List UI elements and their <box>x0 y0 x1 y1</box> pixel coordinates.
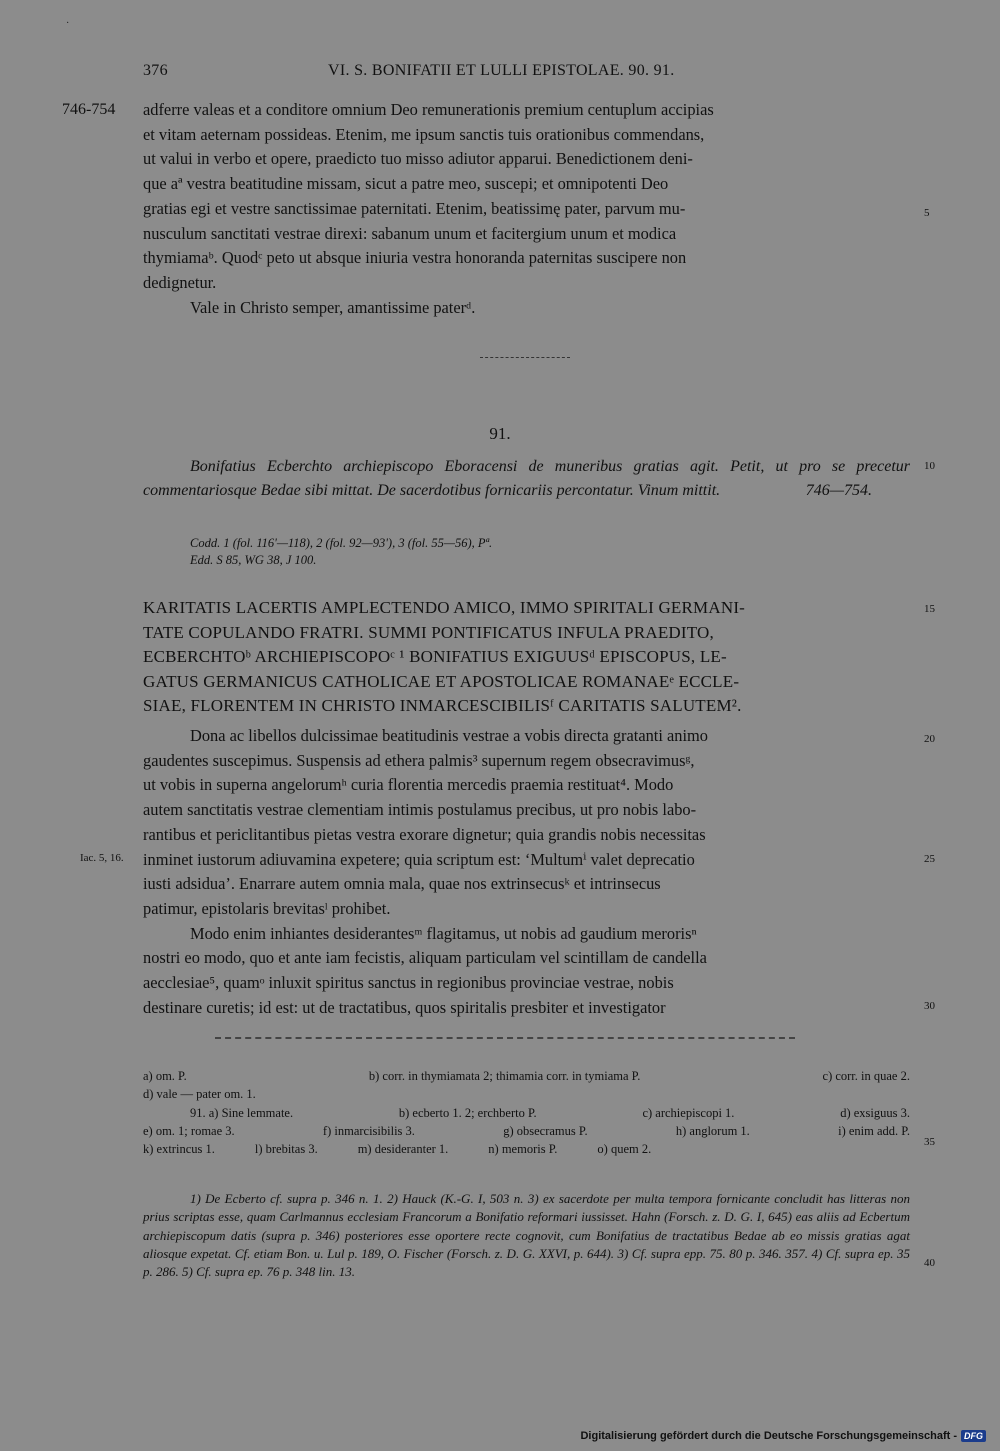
text-line: inminet iustorum adiuvamina expetere; quia scriptum est: ‘Multumⁱ valet deprecatio <box>143 849 695 869</box>
apparatus-entry: f) inmarcisibilis 3. <box>322 1123 415 1138</box>
margin-date: 746-754 <box>62 101 116 118</box>
credit-text: Digitalisierung gefördert durch die Deutsche Forschungsgemeinschaft - <box>580 1430 957 1442</box>
margin-tick: · <box>66 18 70 29</box>
text-line: rantibus et periclitantibus pietas vestra exorare dignetur; quia grandis nobis necessitas <box>143 824 706 844</box>
text-line: Modo enim inhiantes desiderantesᵐ flagitamus, ut nobis ad gaudium merorisⁿ <box>190 923 697 943</box>
apparatus-entry: g) obsecramus P. <box>503 1123 588 1138</box>
margin-reference: Iac. 5, 16. <box>80 852 124 864</box>
section-divider <box>480 357 570 358</box>
codices-list <box>190 535 492 569</box>
summary-text: Bonifatius Ecberchto archiepiscopo Eboracensi de muneribus gratias agit. Petit, ut pro se precetur commentariosque Bedae sibi mittat. De sacerdotibus fornicariis percontatur. Vinum mittit. <box>143 458 910 499</box>
salutation-line: ECBERCHTOᵇ ARCHIEPISCOPOᶜ ¹ BONIFATIUS EXIGUUSᵈ EPISCOPUS, LE- <box>143 647 727 666</box>
apparatus-row <box>143 1085 910 1103</box>
apparatus-entry: h) anglorum 1. <box>675 1123 750 1138</box>
letter-summary <box>143 455 910 503</box>
apparatus-divider <box>215 1037 795 1039</box>
salutation <box>143 596 910 719</box>
salutation-line: TATE COPULANDO FRATRI. SUMMI PONTIFICATUS INFULA PRAEDITO, <box>143 622 714 642</box>
critical-apparatus <box>143 1067 910 1158</box>
apparatus-entry: c) corr. in quae 2. <box>822 1069 910 1083</box>
salutation-line: SIAE, FLORENTEM IN CHRISTO INMARCESCIBILISᶠ CARITATIS SALUTEM². <box>143 696 742 715</box>
line-number: 20 <box>924 733 935 745</box>
apparatus-entry: o) quem 2. <box>597 1142 652 1157</box>
text-line: nostri eo modo, quo et ante iam fecistis, aliquam particulam vel scintillam de candella <box>143 948 707 968</box>
apparatus-row <box>143 1140 910 1158</box>
line-number: 10 <box>924 460 935 472</box>
text-line: nusculum sanctitati vestrae direxi: sabanum unum et facitergium unum et modica <box>143 223 677 243</box>
letter-number: 91. <box>489 424 511 443</box>
apparatus-entry: d) exsiguus 3. <box>840 1105 910 1120</box>
digitization-credit <box>580 1430 986 1442</box>
apparatus-entry: c) archiepiscopi 1. <box>642 1105 735 1120</box>
apparatus-entry: i) enim add. P. <box>838 1123 910 1138</box>
line-number: 35 <box>924 1136 935 1148</box>
text-line: que aª vestra beatitudine missam, sicut a patre meo, suscepi; et omnipotenti Deo <box>143 174 669 194</box>
apparatus-entry: d) vale — pater om. 1. <box>143 1087 256 1102</box>
apparatus-entry: b) corr. in thymiamata 2; thimamia corr. in tymiama P. <box>368 1069 641 1083</box>
text-line: autem sanctitatis vestrae clementiam intimis postulamus precibus, ut pro nobis labo- <box>143 800 697 820</box>
page-number: 376 <box>143 62 168 79</box>
apparatus-entry: m) desideranter 1. <box>357 1142 449 1157</box>
apparatus-entry: 91. a) Sine lemmate. <box>190 1105 294 1120</box>
text-line: et vitam aeternam possideas. Etenim, me ipsum sanctis tuis orationibus commendans, <box>143 124 705 144</box>
text-line: dedignetur. <box>143 272 217 292</box>
text-line: ut valui in verbo et opere, praedicto tuo misso adiutor apparui. Benedictionem deni- <box>143 149 693 169</box>
text-line: patimur, epistolaris brevitasˡ prohibet. <box>143 898 391 918</box>
text-line: Vale in Christo semper, amantissime paterᵈ. <box>190 297 476 317</box>
text-line: adferre valeas et a conditore omnium Deo remunerationis premium centuplum accipias <box>143 100 714 119</box>
apparatus-entry: k) extrincus 1. <box>143 1142 215 1157</box>
text-line: aecclesiae⁵, quamᵒ inluxit spiritus sanctus in regionibus provinciae vestrae, nobis <box>143 973 674 993</box>
editions-line: Edd. S 85, WG 38, J 100. <box>190 553 317 567</box>
apparatus-row <box>143 1067 910 1085</box>
apparatus-entry: a) om. P. <box>143 1069 187 1083</box>
apparatus-entry: l) brebitas 3. <box>254 1142 318 1157</box>
salutation-line: GATUS GERMANICUS CATHOLICAE ET APOSTOLICAE ROMANAEᵉ ECCLE- <box>143 671 740 691</box>
apparatus-entry: n) memoris P. <box>488 1142 558 1157</box>
apparatus-entry: e) om. 1; romae 3. <box>143 1123 235 1138</box>
salutation-line: KARITATIS LACERTIS AMPLECTENDO AMICO, IMMO SPIRITALI GERMANI- <box>143 598 746 617</box>
header-title: VI. S. BONIFATII ET LULLI EPISTOLAE. 90. 91. <box>328 62 675 79</box>
text-line: thymiamaᵇ. Quodᶜ peto ut absque iniuria vestra honoranda paternitas suscipere non <box>143 248 687 268</box>
text-line: gaudentes suscepimus. Suspensis ad ethera palmis³ supernum regem obsecravimusᵍ, <box>143 750 695 770</box>
line-number: 5 <box>924 207 930 219</box>
line-number: 25 <box>924 853 935 865</box>
codices-line: Codd. 1 (fol. 116'—118), 2 (fol. 92—93'), 3 (fol. 55—56), Pª. <box>190 536 493 550</box>
letter90-text <box>143 98 910 320</box>
apparatus-entry: b) ecberto 1. 2; erchberto P. <box>398 1105 537 1120</box>
footnotes <box>143 1190 910 1281</box>
text-line: destinare curetis; id est: ut de tractatibus, quos spiritalis presbiter et investigator <box>143 997 666 1017</box>
text-line: Dona ac libellos dulcissimae beatitudinis vestrae a vobis directa gratanti animo <box>190 726 708 745</box>
footnotes-text: 1) De Ecberto cf. supra p. 346 n. 1. 2) Hauck (K.-G. I, 503 n. 3) ex sacerdote per multa tempora fornicante concludit has litteras non prius scriptas esse, quam Carlmannus ecclesiam Francorum a Bonifatio reformari iussisset. Hahn (Forsch. z. D. G. I, 645) eas aliis ad Ecbertum archiepiscopum datis (supra p. 346) posteriores esse oportere recte cognovit, cum Bonifatius de tractatibus Bedae ab eo missis gratias agat aliosque expetat. Cf. etiam Bon. u. Lul p. 189, O. Fischer (Forsch. z. D. G. XXVI, p. 644). 3) Cf. supra epp. 75. 80 p. 346. 357. 4) Cf. supra ep. 35 p. 286. 5) Cf. supra ep. 76 p. 348 lin. 13. <box>143 1191 910 1280</box>
apparatus-row <box>143 1122 910 1140</box>
letter91-body <box>143 724 910 1020</box>
text-line: ut vobis in superna angelorumʰ curia florentia mercedis praemia restituat⁴. Modo <box>143 775 674 795</box>
text-line: gratias egi et vestre sanctissimae paternitati. Etenim, beatissimę pater, parvum mu- <box>143 198 686 218</box>
dfg-logo: DFG <box>961 1430 986 1442</box>
apparatus-row <box>143 1104 910 1122</box>
text-line: iusti adsidua’. Enarrare autem omnia mala, quae nos extrinsecusᵏ et intrinsecus <box>143 874 661 894</box>
line-number: 15 <box>924 603 935 615</box>
line-number: 30 <box>924 1000 935 1012</box>
summary-date: 746—754. <box>805 482 872 499</box>
line-number: 40 <box>924 1257 935 1269</box>
